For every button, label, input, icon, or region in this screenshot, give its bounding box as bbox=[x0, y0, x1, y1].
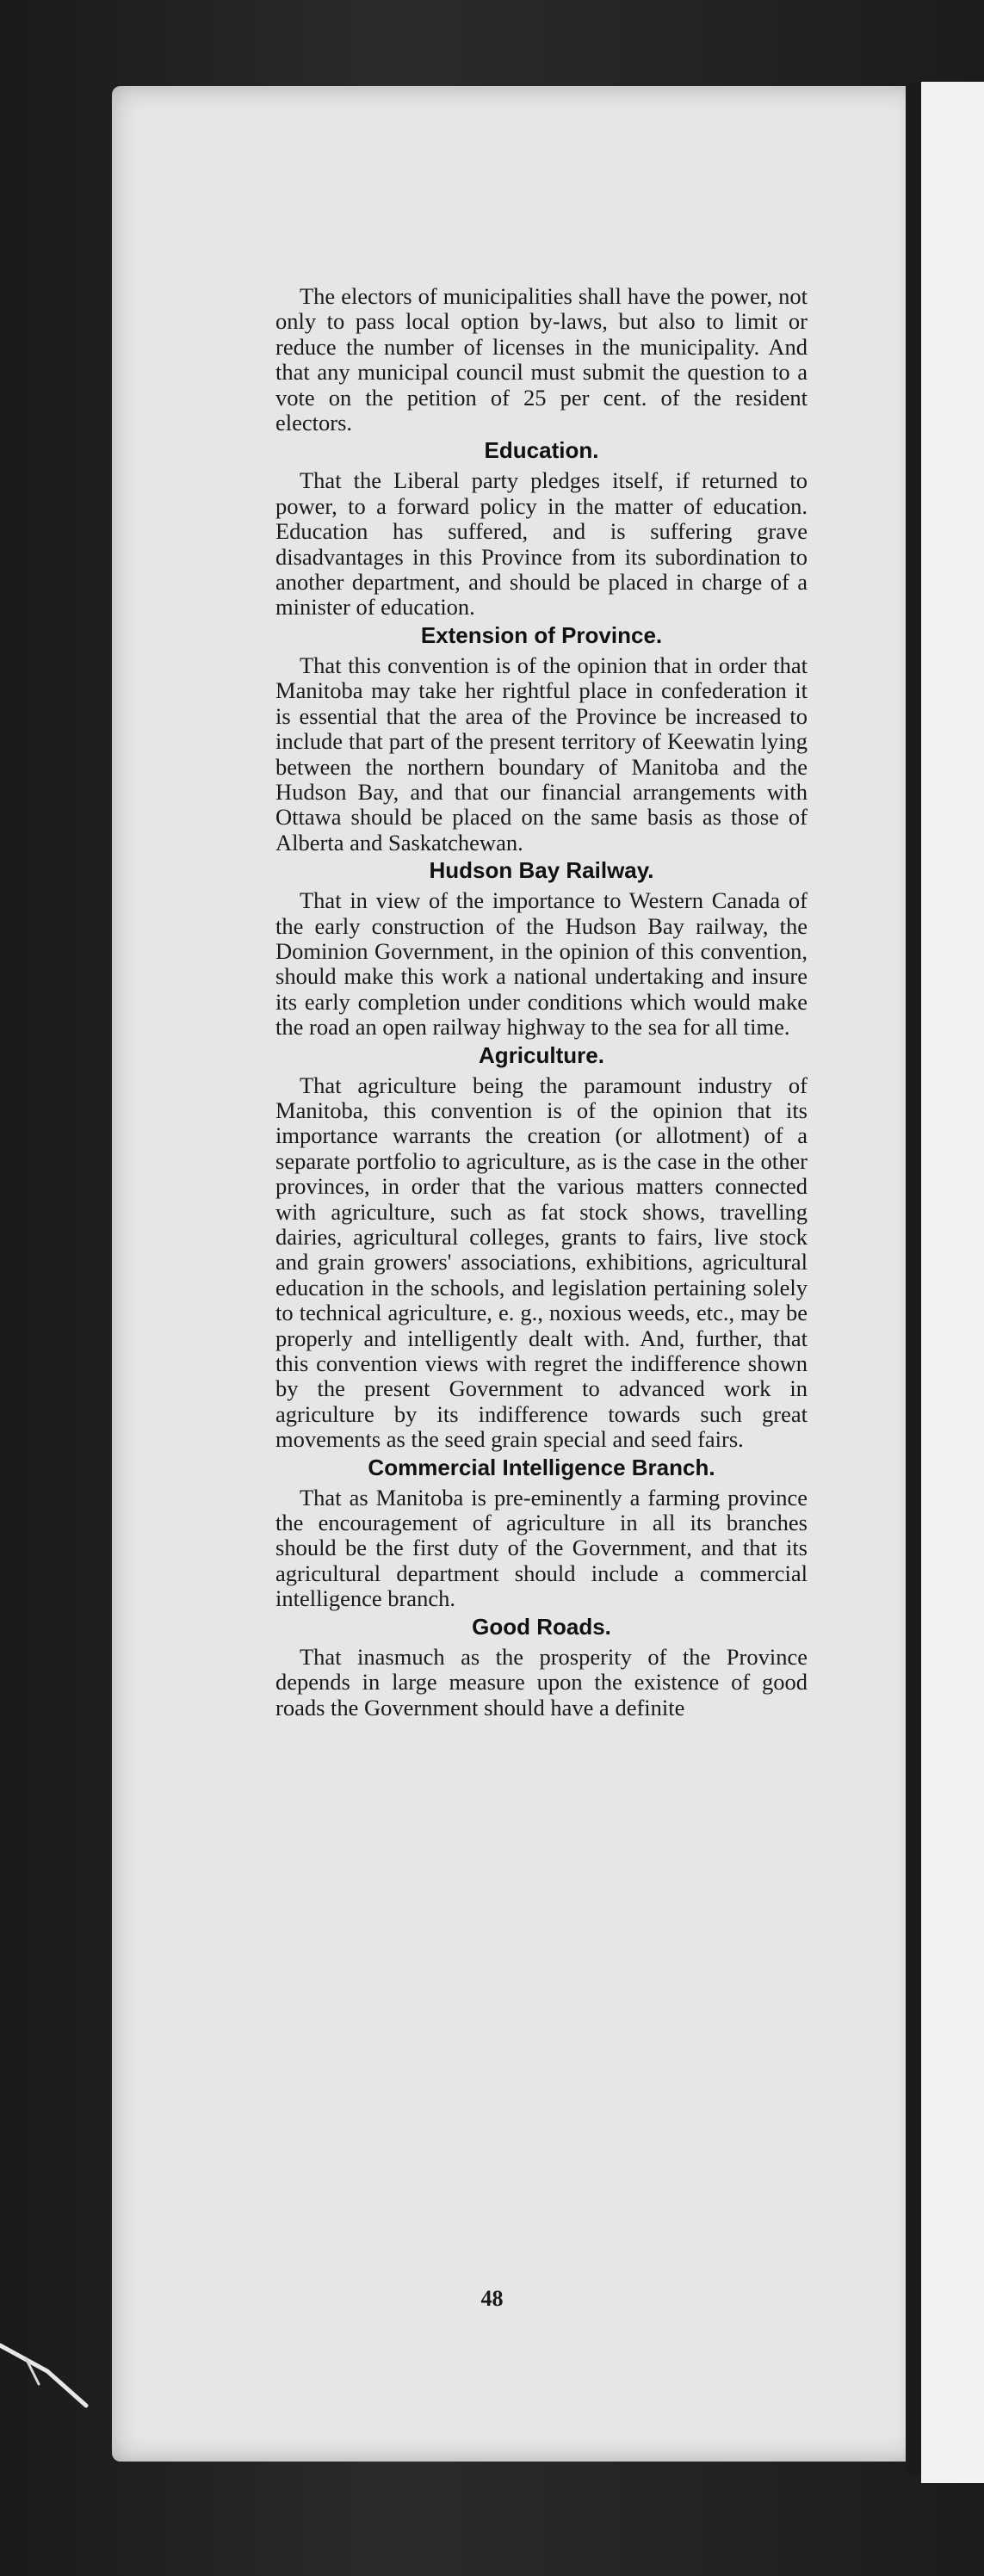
section-heading: Good Roads. bbox=[472, 1613, 611, 1640]
section-agriculture bbox=[275, 1042, 808, 1453]
page-number: 48 bbox=[480, 2286, 504, 2311]
section-good-roads bbox=[275, 1614, 808, 1720]
section-heading: Hudson Bay Railway. bbox=[429, 857, 654, 884]
section-body: That inasmuch as the prosperity of the Province depends in large measure upon the existence of good roads the Government should have a definite bbox=[275, 1643, 808, 1720]
section-heading: Extension of Province. bbox=[420, 621, 663, 648]
section-body: That this convention is of the opinion that in order that Manitoba may take her rightful place in confederation it is essential that the area of the Province be increased to include that part of the present territory of Keewatin lying between the northern boundary of Manitoba and the Hudson Bay, and that our financial arrangements with Ottawa should be placed on the same basis as those of Alberta and Saskatchewan. bbox=[275, 652, 808, 856]
section-hudson-bay-railway bbox=[275, 857, 808, 1040]
section-extension-of-province bbox=[275, 622, 808, 856]
section-heading: Agriculture. bbox=[479, 1041, 604, 1068]
section-education bbox=[275, 437, 808, 620]
section-heading: Education. bbox=[484, 437, 599, 464]
section-body: That as Manitoba is pre-eminently a farming province the encouragement of agriculture in all its branches should be the first duty of the Government, and that its agricultural department should include a commercial intelligence branch. bbox=[275, 1484, 808, 1612]
section-body: That the Liberal party pledges itself, if returned to power, to a forward policy in the matter of education. Education has suffered, and is suffering grave disadvantages in this Province from its subordination to another department, and should be placed in charge of a minister of education. bbox=[275, 467, 808, 621]
section-commercial-intelligence-branch bbox=[275, 1455, 808, 1612]
adjacent-page-edge bbox=[921, 82, 984, 2483]
section-body: That in view of the importance to Western Canada of the early construction of the Hudson Bay railway, the Dominion Government, in the opinion of this convention, should make this work a national undertaking and insure its early completion under conditions which would make the road an open railway highway to the sea for all time. bbox=[275, 887, 808, 1041]
section-body: That agriculture being the paramount industry of Manitoba, this convention is of the opinion that its importance warrants the creation (or allotment) of a separate portfolio to agriculture, as is the case in the other provinces, in order that the various matters connected with agriculture, such as fat stock shows, travelling dairies, agricultural colleges, grants to fairs, live stock and grain growers' associations, exhibitions, agricultural education in the schools, and legislation pertaining solely to technical agriculture, e. g., noxious weeds, etc., may be properly and intelligently dealt with. And, further, that this convention views with regret the indifference shown by the present Government to advanced work in agriculture by its indifference towards such great movements as the seed grain special and seed fairs. bbox=[275, 1072, 808, 1453]
text-column bbox=[275, 284, 808, 1720]
intro-paragraph: The electors of municipalities shall have the power, not only to pass local option by-laws, but also to limit or reduce the number of licenses in the municipality. And that any municipal council must submit the question to a vote on the petition of 25 per cent. of the resident electors. bbox=[275, 283, 808, 436]
section-heading: Commercial Intelligence Branch. bbox=[368, 1454, 715, 1480]
scratch-mark bbox=[0, 2324, 103, 2418]
